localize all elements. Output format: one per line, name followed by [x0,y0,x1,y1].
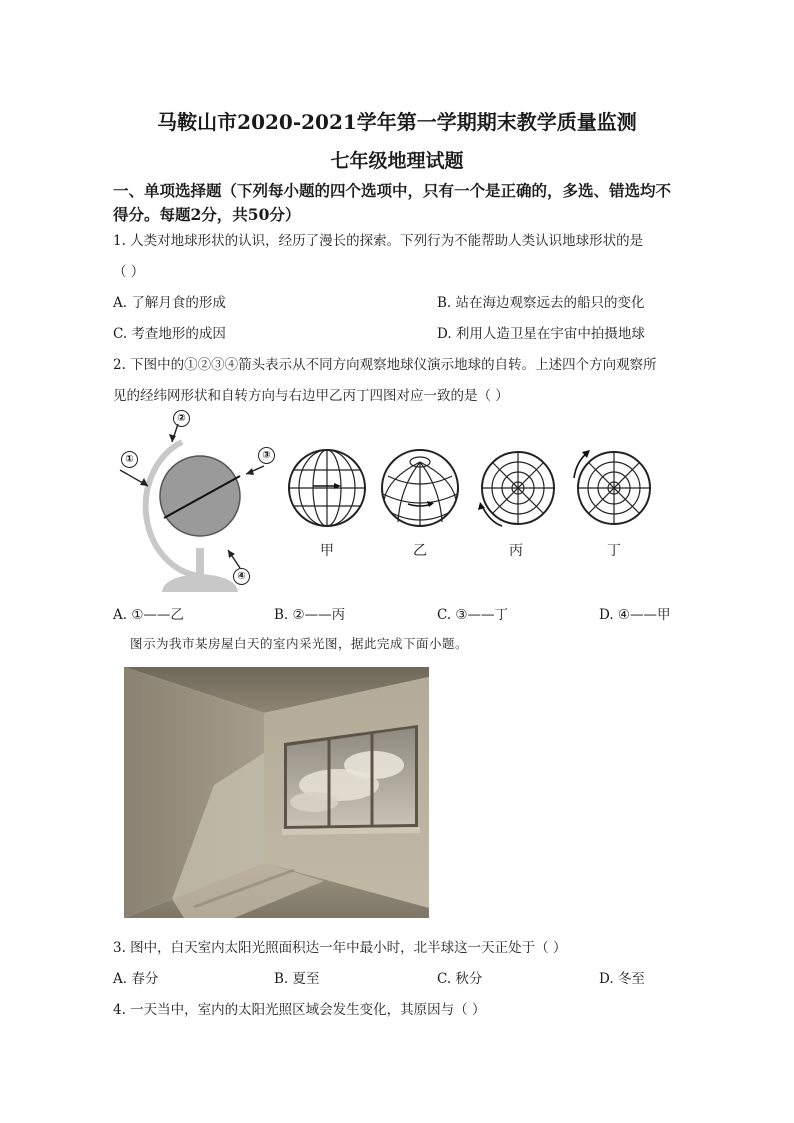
q2-stem-line2: 见的经纬网形状和自转方向与右边甲乙丙丁四图对应一致的是（ ） [113,388,509,404]
q4-stem: 4. 一天当中，室内的太阳光照区域会发生变化，其原因与（ ） [113,1002,486,1018]
q1-option-c: C. 考查地形的成因 [113,326,226,342]
globe-ding [570,448,654,528]
q3-option-c: C. 秋分 [437,971,483,987]
q1-option-b: B. 站在海边观察远去的船只的变化 [437,295,645,311]
stand-base [162,574,238,592]
q3-stem: 3. 图中，白天室内太阳光照面积达一年中最小时，北半球这一天正处于（ ） [113,940,567,956]
q1-stem: 1. 人类对地球形状的认识，经历了漫长的探索。下列行为不能帮助人类认识地球形状的是 [113,233,644,249]
exam-subtitle: 七年级地理试题 [330,150,464,172]
q2-option-b: B. ②——丙 [274,607,346,623]
q2-option-a: A. ①——乙 [113,607,184,623]
photo-caption: 图示为我市某房屋白天的室内采光图，据此完成下面小题。 [130,636,469,651]
stand-post [196,548,204,576]
globe-stand-figure [112,410,282,600]
arrow-label-4: ④ [233,568,250,585]
globe-sphere [160,456,240,536]
arrow-label-3: ③ [258,447,275,464]
q3-option-a: A. 春分 [113,971,159,987]
globe-label-jia: 甲 [320,543,334,559]
q2-option-d: D. ④——甲 [599,607,671,623]
q1-blank: （ ） [113,264,145,280]
globe-bing [478,448,558,528]
q1-option-d: D. 利用人造卫星在宇宙中拍摄地球 [437,326,645,342]
globe-yi [380,448,460,528]
exam-title: 马鞍山市2020-2021学年第一学期期末教学质量监测 [157,110,637,134]
globe-jia [287,448,367,528]
arrow-label-1: ① [121,451,138,468]
q3-option-b: B. 夏至 [274,971,320,987]
q1-option-a: A. 了解月食的形成 [113,295,226,311]
room-lighting-photo [124,667,429,918]
q3-option-d: D. 冬至 [599,971,645,987]
q2-option-c: C. ③——丁 [437,607,509,623]
arrow-label-2: ② [173,410,190,427]
section-header: 一、单项选择题（下列每小题的四个选项中，只有一个是正确的，多选、错选均不得分。每题2分，共50分） [113,181,672,224]
globe-label-ding: 丁 [607,543,621,559]
globe-label-bing: 丙 [509,543,523,559]
globe-label-yi: 乙 [413,543,427,559]
q2-stem-line1: 2. 下图中的①②③④箭头表示从不同方向观察地球仪演示地球的自转。上述四个方向观察所 [113,357,657,373]
